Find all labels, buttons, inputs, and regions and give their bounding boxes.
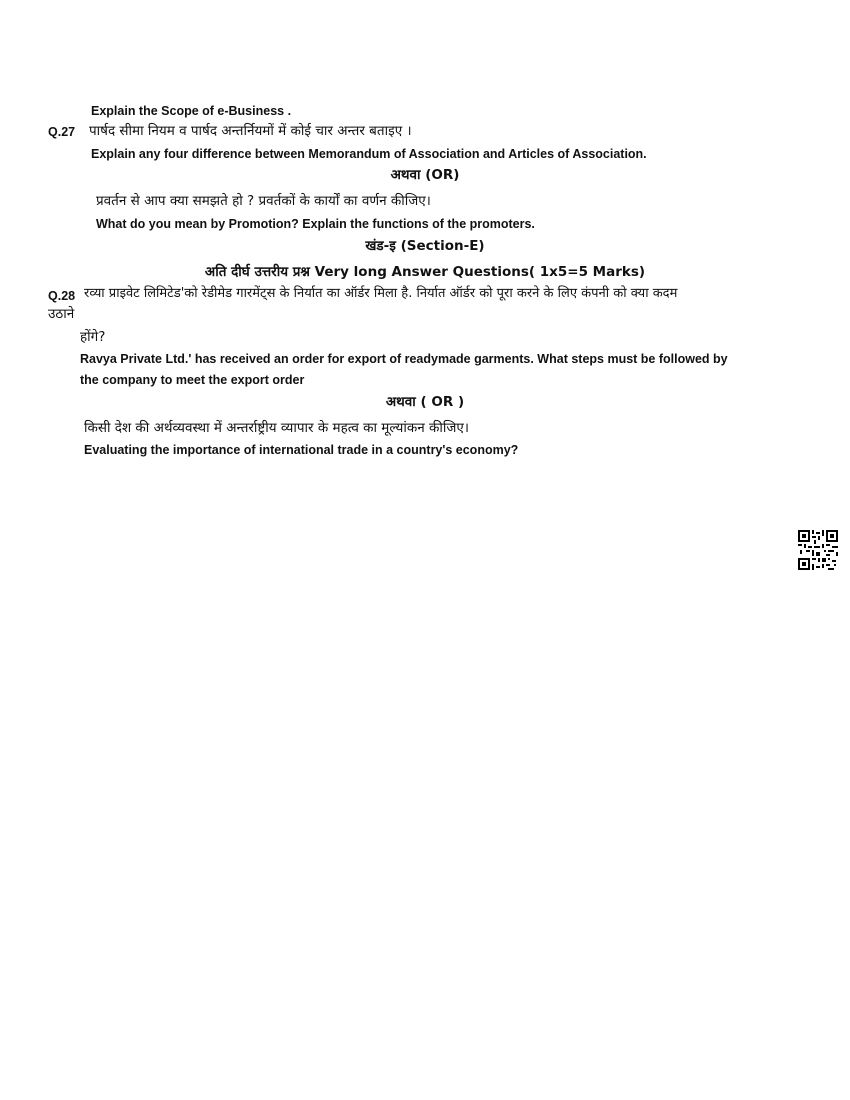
q28-question-hi-line1: रव्या प्राइवेट लिमिटेड'को रेडीमेड गारमेंट्स के निर्यात का ऑर्डर मिला है. निर्यात ऑर्डर को पूरा करने के लिए कंपनी को क्या कदम — [84, 286, 678, 301]
q28-question-hi-line2: उठाने — [48, 306, 75, 322]
qr-code-icon — [798, 530, 838, 570]
q28-question-hi-line3: होंगे? — [80, 329, 106, 345]
q28-number: Q.28 — [48, 289, 76, 303]
q27-question-hi: पार्षद सीमा नियम व पार्षद अन्तर्नियमों में कोई चार अन्तर बताइए । — [89, 123, 412, 139]
q27-or-question-en: What do you mean by Promotion? Explain the functions of the promoters. — [96, 217, 535, 231]
section-e-title: खंड-इ (Section-E) — [365, 238, 485, 254]
q28-or-label: अथवा ( OR ) — [385, 394, 465, 410]
q28-question-en-line2: the company to meet the export order — [80, 373, 305, 387]
q27-or-question-hi: प्रवर्तन से आप क्या समझते हो ? प्रवर्तकों के कार्यों का वर्णन कीजिए। — [96, 193, 431, 209]
q28-or-question-en: Evaluating the importance of international trade in a country's economy? — [84, 443, 519, 457]
section-e-subtitle: अति दीर्घ उत्तरीय प्रश्न Very long Answer Questions( 1x5=5 Marks) — [204, 264, 646, 280]
q28-or-question-hi: किसी देश की अर्थव्यवस्था में अन्तर्राष्ट्रीय व्यापार के महत्व का मूल्यांकन कीजिए। — [84, 420, 469, 436]
q27-question-en: Explain any four difference between Memorandum of Association and Articles of Association. — [91, 147, 647, 161]
q27-or-label: अथवा (OR) — [390, 167, 460, 183]
q27-number: Q.27 — [48, 125, 76, 139]
q26-or-question-en: Explain the Scope of e-Business . — [91, 104, 292, 118]
q28-question-en-line1: Ravya Private Ltd.' has received an order for export of readymade garments. What steps must be followed by — [80, 352, 728, 366]
